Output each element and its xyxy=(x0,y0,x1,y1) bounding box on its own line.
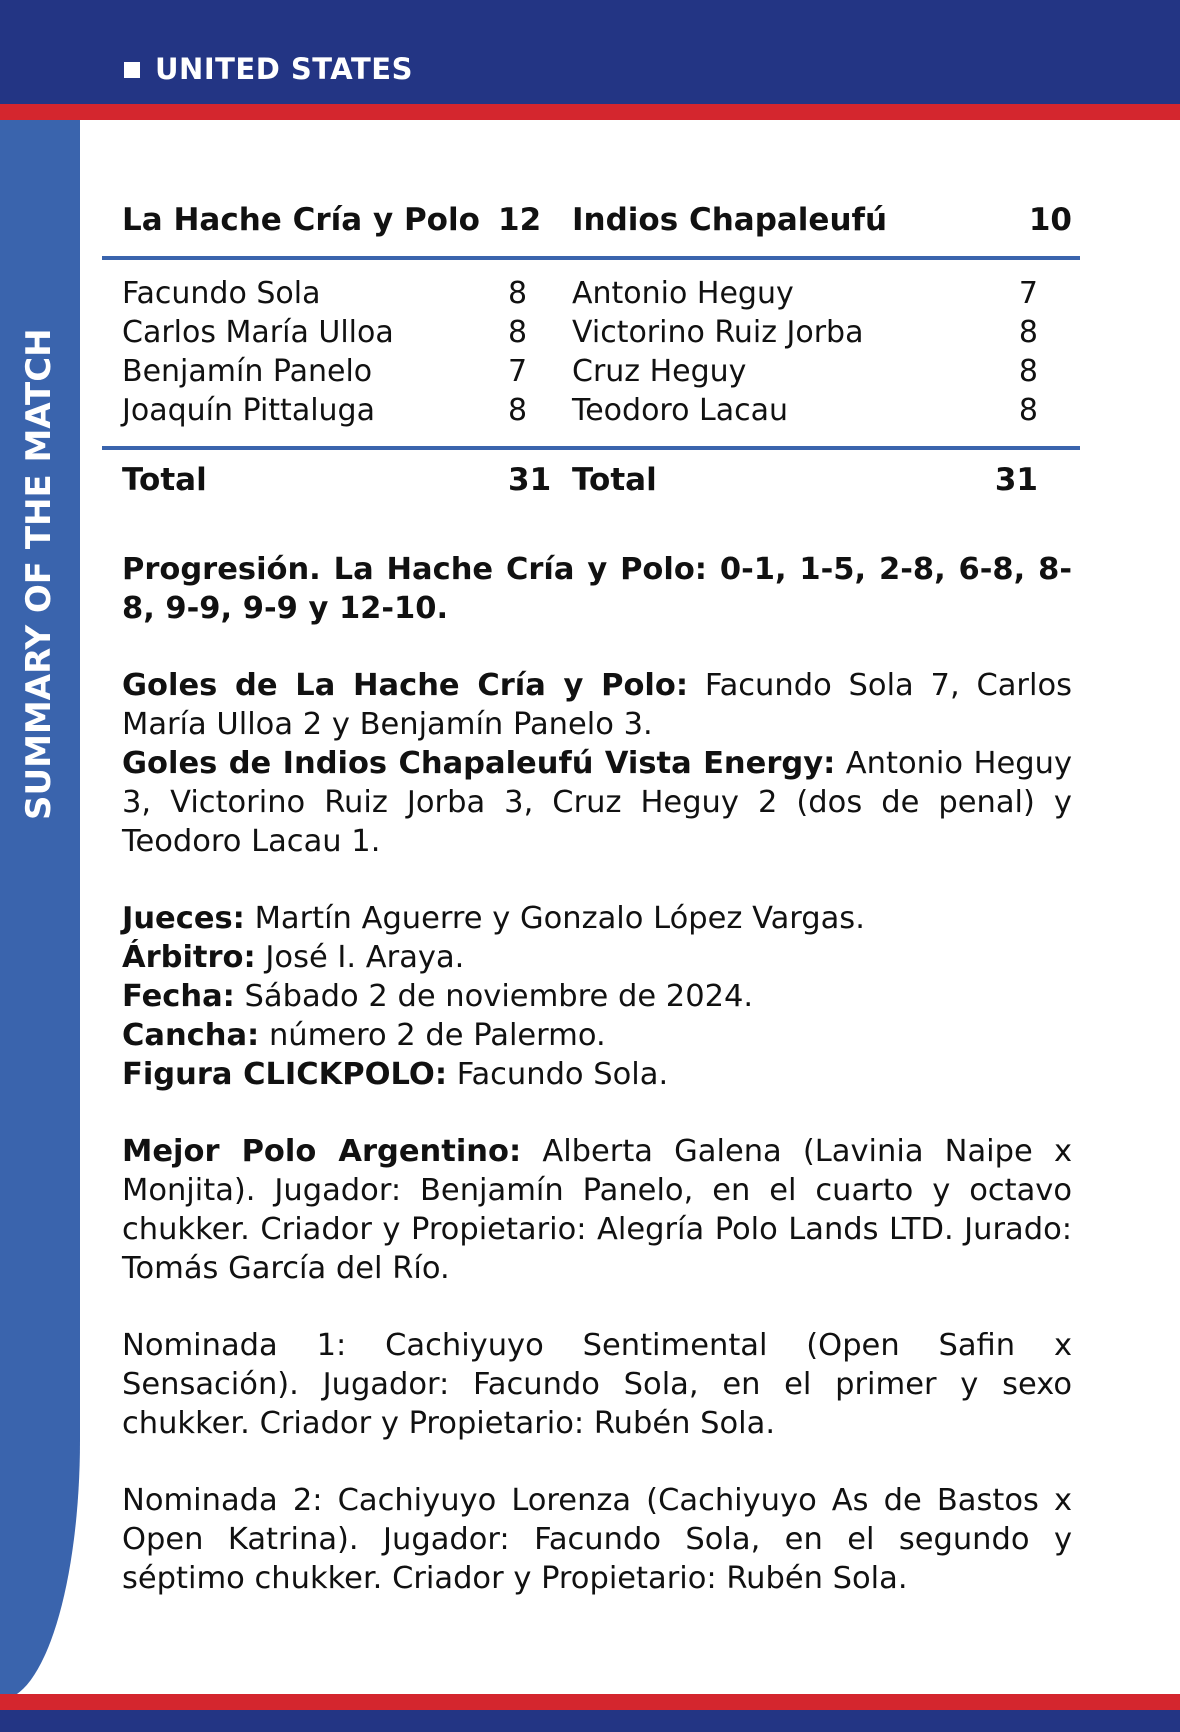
judges-line xyxy=(122,899,1072,938)
figure-line xyxy=(122,1055,1072,1094)
player-row xyxy=(122,313,1072,352)
player-right-name: Antonio Heguy xyxy=(572,276,794,311)
figure-label: Figura CLICKPOLO: xyxy=(122,1057,448,1092)
player-left-handicap: 8 xyxy=(508,393,528,428)
goals-1-text: Facundo Sola 7, Carlos María Ulloa 2 y Benjamín Panelo 3. xyxy=(122,668,1072,742)
best-horse-text: Alberta Galena (Lavinia Naipe x Monjita). Jugador: Benjamín Panelo, en el cuarto y octavo chukker. Criador y Propietario: Alegría Polo Lands LTD. Jurado: Tomás García del Río. xyxy=(122,1134,1073,1286)
player-row xyxy=(122,391,1072,430)
match-details xyxy=(122,550,1072,1598)
square-bullet-icon xyxy=(124,62,140,78)
totals-row xyxy=(122,450,1072,510)
nominee-1-text: Cachiyuyo Sentimental (Open Safin x Sensación). Jugador: Facundo Sola, en el primer y sexo chukker. Criador y Propietario: Rubén Sola. xyxy=(122,1328,1072,1441)
goals-paragraph-2 xyxy=(122,744,1072,861)
best-horse-paragraph xyxy=(122,1132,1072,1288)
player-left-handicap: 8 xyxy=(508,315,528,350)
nominee-1-paragraph xyxy=(122,1326,1072,1443)
judges-label: Jueces: xyxy=(122,901,245,936)
date-text: Sábado 2 de noviembre de 2024. xyxy=(234,979,754,1014)
field-text: número 2 de Palermo. xyxy=(259,1018,606,1053)
team-left-score: 12 xyxy=(498,202,542,238)
judges-text: Martín Aguerre y Gonzalo López Vargas. xyxy=(244,901,865,936)
divider-rule xyxy=(102,256,1080,260)
header-red-stripe xyxy=(0,104,1180,120)
team-right-score: 10 xyxy=(1028,202,1072,238)
nominee-2-paragraph xyxy=(122,1481,1072,1598)
referee-text: José I. Araya. xyxy=(255,940,465,975)
progression-text: Progresión. La Hache Cría y Polo: 0-1, 1-5, 2-8, 6-8, 8-8, 9-9, 9-9 y 12-10. xyxy=(122,552,1072,626)
player-right-name: Teodoro Lacau xyxy=(572,393,788,428)
team-left-name: La Hache Cría y Polo xyxy=(122,202,480,238)
total-left-label: Total xyxy=(122,462,207,498)
referee-line xyxy=(122,938,1072,977)
team-header-row xyxy=(122,190,1072,250)
player-right-name: Cruz Heguy xyxy=(572,354,747,389)
sidebar-tab xyxy=(0,120,80,1700)
player-right-handicap: 8 xyxy=(1018,315,1038,350)
nominee-1-label: Nominada 1: xyxy=(122,1328,347,1363)
sidebar-label: SUMMARY OF THE MATCH xyxy=(19,328,59,820)
total-left-value: 31 xyxy=(508,462,552,498)
player-left-handicap: 7 xyxy=(508,354,528,389)
player-right-name: Victorino Ruiz Jorba xyxy=(572,315,864,350)
goals-2-label: Goles de Indios Chapaleufú Vista Energy: xyxy=(122,746,836,781)
player-row xyxy=(122,352,1072,391)
total-right-value: 31 xyxy=(994,462,1038,498)
nominee-2-label: Nominada 2: xyxy=(122,1483,323,1518)
team-right-name: Indios Chapaleufú xyxy=(572,202,888,238)
date-line xyxy=(122,977,1072,1016)
player-left-name: Joaquín Pittaluga xyxy=(122,393,375,428)
field-line xyxy=(122,1016,1072,1055)
player-left-name: Facundo Sola xyxy=(122,276,321,311)
nominee-2-text: Cachiyuyo Lorenza (Cachiyuyo As de Bastos x Open Katrina). Jugador: Facundo Sola, en el segundo y séptimo chukker. Criador y Propietario: Rubén Sola. xyxy=(122,1483,1072,1596)
total-right-label: Total xyxy=(572,462,657,498)
player-right-handicap: 7 xyxy=(1018,276,1038,311)
section-title: UNITED STATES xyxy=(155,52,413,86)
player-right-handicap: 8 xyxy=(1018,354,1038,389)
field-label: Cancha: xyxy=(122,1018,260,1053)
referee-label: Árbitro: xyxy=(122,940,256,975)
goals-paragraph-1 xyxy=(122,666,1072,744)
player-right-handicap: 8 xyxy=(1018,393,1038,428)
player-left-handicap: 8 xyxy=(508,276,528,311)
best-horse-label: Mejor Polo Argentino: xyxy=(122,1134,522,1169)
date-label: Fecha: xyxy=(122,979,235,1014)
footer-band xyxy=(0,1710,1180,1732)
score-table xyxy=(122,190,1072,510)
player-left-name: Benjamín Panelo xyxy=(122,354,373,389)
player-left-name: Carlos María Ulloa xyxy=(122,315,394,350)
figure-text: Facundo Sola. xyxy=(447,1057,669,1092)
goals-2-text: Antonio Heguy 3, Victorino Ruiz Jorba 3, Cruz Heguy 2 (dos de penal) y Teodoro Lacau 1. xyxy=(122,746,1072,859)
player-row xyxy=(122,274,1072,313)
goals-1-label: Goles de La Hache Cría y Polo: xyxy=(122,668,689,703)
footer-red-stripe xyxy=(0,1694,1180,1710)
